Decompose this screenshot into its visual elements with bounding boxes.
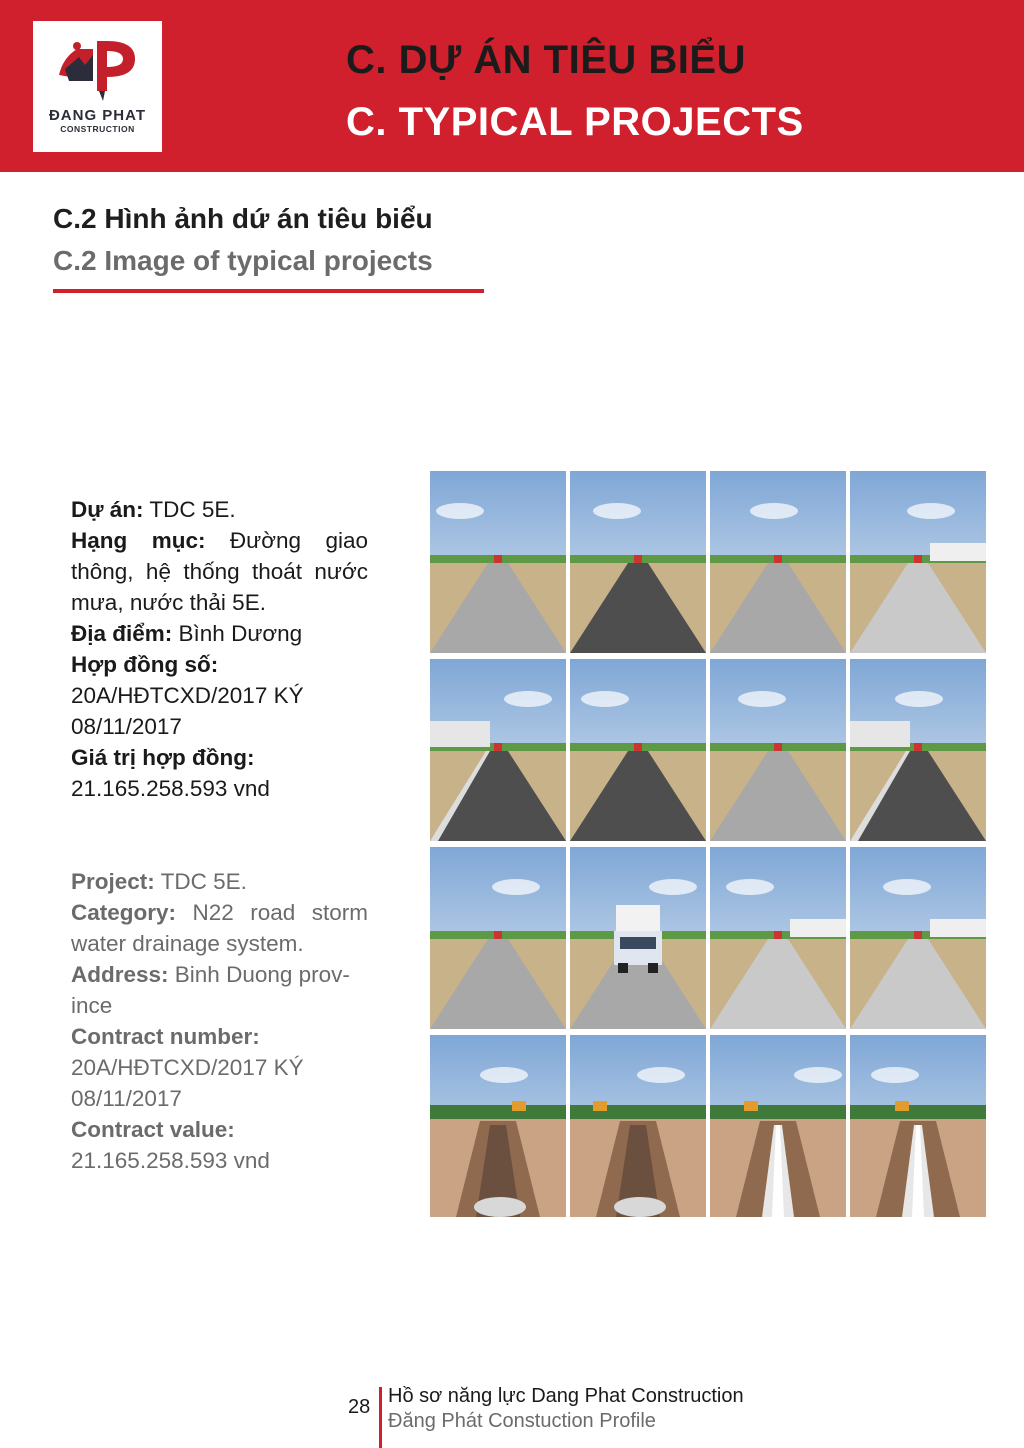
- photo-image: [570, 659, 706, 841]
- contract-value-label: Giá trị hợp đồng:: [71, 745, 255, 770]
- project-value: TDC 5E.: [143, 497, 236, 522]
- photo-image: [850, 659, 986, 841]
- category-line: [71, 525, 368, 618]
- contract-value-label: Contract value:: [71, 1117, 235, 1142]
- category-line: [71, 897, 368, 959]
- photo-image: [430, 659, 566, 841]
- contract-label: Contract number:: [71, 1024, 260, 1049]
- contract-number-line1: 20A/HĐTCXD/2017 KÝ: [71, 683, 304, 708]
- section-divider: [53, 289, 484, 293]
- category-label: Category:: [71, 900, 177, 925]
- photo-road-2: [710, 471, 846, 653]
- photo-image: [850, 847, 986, 1029]
- photo-image: [710, 847, 846, 1029]
- section-heading-en: C.2 Image of typical projects: [53, 245, 433, 276]
- section-heading-vn: C.2 Hình ảnh dứ án tiêu biểu: [53, 203, 433, 234]
- photo-image: [430, 847, 566, 1029]
- photo-pipe-2: [850, 1035, 986, 1217]
- photo-road-truck-crane: [570, 659, 706, 841]
- address-line: [71, 618, 368, 649]
- footer-title-en: Đăng Phát Constuction Profile: [388, 1410, 656, 1432]
- project-info-en: [71, 866, 368, 1176]
- photo-gallery: [430, 471, 987, 1217]
- project-label: Dự án:: [71, 497, 144, 522]
- page-title-vn: C. DỰ ÁN TIÊU BIỂU: [346, 38, 746, 82]
- header-banner: [0, 0, 1024, 172]
- category-value: N22 road storm water drainage system.: [71, 900, 368, 956]
- category-label: Hạng mục:: [71, 528, 206, 553]
- footer-title-vn: Hồ sơ năng lực Dang Phat Construction: [388, 1385, 744, 1407]
- photo-image: [710, 1035, 846, 1217]
- photo-pipe-1: [710, 1035, 846, 1217]
- photo-image: [710, 471, 846, 653]
- project-line: [71, 866, 368, 897]
- logo-name: ĐANG PHAT: [48, 107, 147, 124]
- photo-road-curb-1: [430, 659, 566, 841]
- photo-image: [570, 847, 706, 1029]
- photo-road-asphalt: [570, 471, 706, 653]
- photo-image: [430, 471, 566, 653]
- contract-label: Hợp đồng số:: [71, 652, 219, 677]
- contract-number-line2: 08/11/2017: [71, 1086, 182, 1111]
- photo-road-3: [710, 659, 846, 841]
- photo-image: [710, 659, 846, 841]
- contract-number-line1: 20A/HĐTCXD/2017 KÝ: [71, 1055, 304, 1080]
- photo-image: [570, 1035, 706, 1217]
- page-number: 28: [348, 1396, 371, 1418]
- address-line: [71, 959, 368, 1021]
- project-label: Project:: [71, 869, 155, 894]
- photo-road-roller: [430, 847, 566, 1029]
- photo-image: [430, 1035, 566, 1217]
- address-value: Binh Duong prov-ince: [71, 962, 350, 1018]
- contract-number-line2: 08/11/2017: [71, 714, 182, 739]
- footer-divider: [379, 1387, 382, 1448]
- project-value: TDC 5E.: [154, 869, 247, 894]
- photo-image: [850, 1035, 986, 1217]
- logo-mark-icon: [55, 35, 141, 107]
- photo-trench-1: [430, 1035, 566, 1217]
- photo-road-gravel-2: [710, 847, 846, 1029]
- photo-road-curb-2: [850, 659, 986, 841]
- category-value: Đường giao thông, hệ thống thoát nước mưa, nước thải 5E.: [71, 528, 368, 615]
- page-title-en: C. TYPICAL PROJECTS: [346, 100, 804, 144]
- logo-subtitle: CONSTRUCTION: [60, 124, 135, 134]
- photo-road-1: [430, 471, 566, 653]
- photo-trench-2: [570, 1035, 706, 1217]
- project-line: [71, 494, 368, 525]
- address-label: Địa điểm:: [71, 621, 173, 646]
- photo-image: [850, 471, 986, 653]
- company-logo: [33, 21, 162, 152]
- photo-road-gravel-3: [850, 847, 986, 1029]
- photo-image: [570, 471, 706, 653]
- contract-value: 21.165.258.593 vnd: [71, 776, 270, 801]
- photo-road-gravel: [850, 471, 986, 653]
- photo-road-truck: [570, 847, 706, 1029]
- address-value: Bình Dương: [172, 621, 303, 646]
- contract-value: 21.165.258.593 vnd: [71, 1148, 270, 1173]
- project-info-vn: [71, 494, 368, 804]
- address-label: Address:: [71, 962, 169, 987]
